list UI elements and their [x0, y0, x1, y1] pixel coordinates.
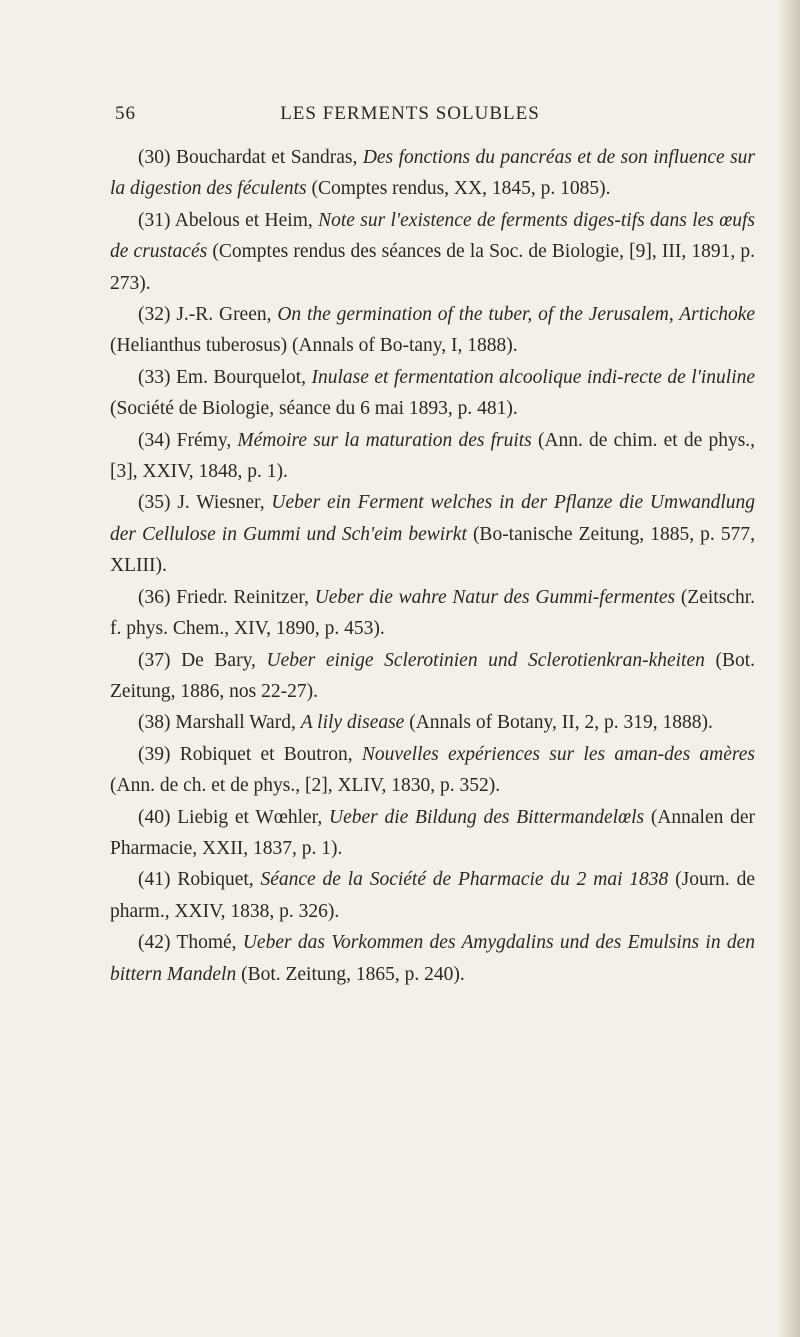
- reference-source: (Comptes rendus des séances de la Soc. de Biologie, [9], III, 1891, p. 273).: [110, 241, 756, 294]
- reference-item: [110, 425, 755, 488]
- reference-authors: Frémy,: [176, 429, 232, 451]
- reference-title: Ueber das Vorkommen des Amygdalins und des Emulsins in den bittern Mandeln: [110, 932, 756, 985]
- reference-number: (34): [138, 429, 171, 451]
- reference-number: (42): [138, 932, 171, 954]
- reference-authors: Liebig et Wœhler,: [177, 806, 323, 828]
- reference-number: (40): [138, 806, 171, 828]
- reference-source: (Ann. de chim. et de phys., [3], XXIV, 1848, p. 1).: [110, 429, 756, 483]
- reference-source: (Zeitschr. f. phys. Chem., XIV, 1890, p. 453).: [110, 586, 755, 640]
- reference-title: Des fonctions du pancréas et de son influence sur la digestion des féculents: [110, 147, 756, 200]
- reference-number: (36): [138, 586, 171, 608]
- reference-item: [110, 802, 755, 865]
- page-number: 56: [115, 103, 136, 124]
- reference-item: [110, 582, 755, 645]
- reference-authors: Friedr. Reinitzer,: [176, 586, 309, 608]
- reference-authors: J.-R. Green,: [176, 304, 272, 326]
- reference-title: Ueber einige Sclerotinien und Sclerotienkran-kheiten: [266, 649, 705, 671]
- reference-item: [110, 362, 755, 425]
- reference-number: (33): [138, 366, 171, 388]
- reference-authors: J. Wiesner,: [177, 492, 265, 514]
- reference-title: Séance de la Société de Pharmacie du 2 mai 1838: [260, 869, 669, 891]
- reference-title: Inulase et fermentation alcoolique indi-recte de l'inuline: [311, 366, 756, 388]
- reference-title: Ueber die wahre Natur des Gummi-fermentes: [314, 586, 676, 608]
- reference-item: [110, 927, 755, 990]
- reference-authors: Robiquet,: [177, 869, 254, 891]
- reference-item: [110, 739, 755, 802]
- reference-source: (Annalen der Pharmacie, XXII, 1837, p. 1).: [110, 806, 756, 859]
- reference-authors: Bouchardat et Sandras,: [175, 147, 358, 168]
- reference-source: (Bo-tanische Zeitung, 1885, p. 577, XLIII).: [110, 523, 755, 577]
- reference-number: (41): [138, 869, 171, 891]
- reference-number: (35): [138, 492, 171, 514]
- reference-source: (Helianthus tuberosus) (Annals of Bo-tany, I, 1888).: [110, 335, 518, 357]
- reference-item: [110, 864, 755, 927]
- reference-number: (38): [138, 712, 171, 734]
- reference-authors: Marshall Ward,: [175, 712, 296, 734]
- reference-number: (37): [138, 649, 171, 671]
- reference-authors: Robiquet et Boutron,: [179, 743, 353, 765]
- reference-number: (31): [138, 209, 171, 231]
- reference-source: (Journ. de pharm., XXIV, 1838, p. 326).: [110, 869, 756, 922]
- reference-title: Mémoire sur la maturation des fruits: [237, 429, 532, 451]
- reference-title: Ueber die Bildung des Bittermandelœls: [329, 806, 645, 828]
- reference-source: (Bot. Zeitung, 1865, p. 240).: [241, 963, 465, 985]
- reference-item: [110, 142, 755, 205]
- reference-source: (Société de Biologie, séance du 6 mai 1893, p. 481).: [110, 398, 518, 420]
- reference-number: (32): [138, 304, 171, 326]
- page-edge-shadow: [778, 0, 800, 1337]
- reference-number: (39): [138, 743, 171, 765]
- reference-source: (Annals of Botany, II, 2, p. 319, 1888).: [409, 712, 713, 734]
- reference-title: Nouvelles expériences sur les aman-des amères: [361, 743, 755, 765]
- reference-authors: De Bary,: [181, 649, 256, 671]
- reference-source: (Ann. de ch. et de phys., [2], XLIV, 1830, p. 352).: [110, 775, 501, 797]
- reference-title: On the germination of the tuber, of the Jerusalem, Artichoke: [277, 304, 756, 326]
- reference-item: [110, 645, 755, 708]
- reference-item: [110, 487, 755, 581]
- reference-title: Ueber ein Ferment welches in der Pflanze die Umwandlung der Cellulose in Gummi und Sch'eim bewirkt: [110, 492, 756, 545]
- reference-authors: Thomé,: [176, 932, 237, 954]
- reference-item: [110, 299, 755, 362]
- reference-authors: Em. Bourquelot,: [175, 366, 307, 388]
- reference-item: [110, 707, 755, 738]
- running-title: LES FERMENTS SOLUBLES: [280, 103, 540, 124]
- reference-number: (30): [138, 147, 171, 168]
- reference-source: (Comptes rendus, XX, 1845, p. 1085).: [311, 178, 611, 200]
- page-header: [115, 103, 705, 131]
- reference-title: A lily disease: [300, 712, 405, 734]
- reference-title: Note sur l'existence de ferments diges-tifs dans les œufs de crustacés: [110, 209, 756, 263]
- reference-source: (Bot. Zeitung, 1886, nos 22-27).: [110, 649, 756, 702]
- reference-list: [110, 142, 755, 990]
- reference-authors: Abelous et Heim,: [174, 209, 313, 231]
- reference-item: [110, 205, 755, 299]
